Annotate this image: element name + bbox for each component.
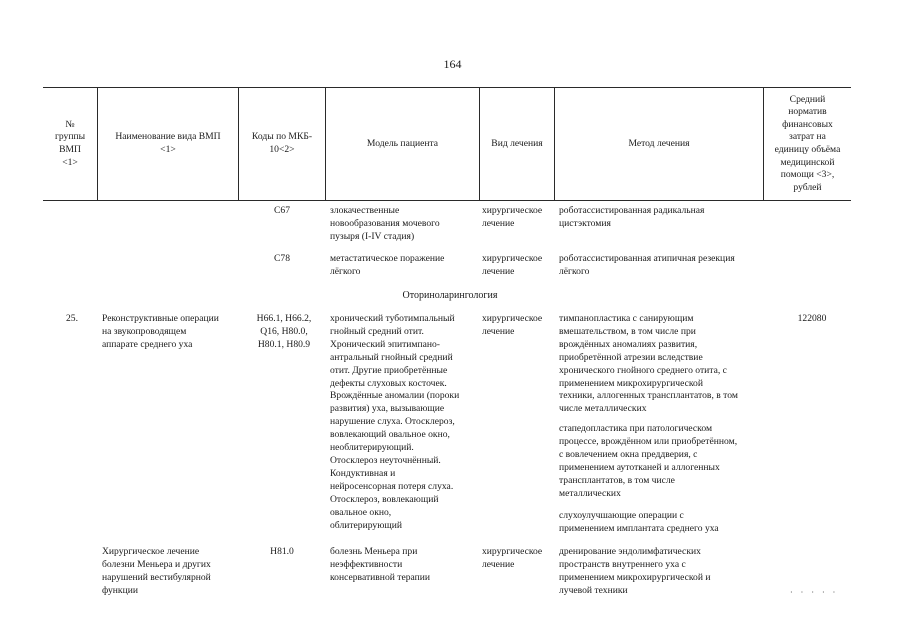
row-h81-vmp-name: Хирургическое лечение болезни Меньера и других нарушений вестибулярной функции: [102, 546, 211, 596]
header-treatment-type: Вид лечения: [491, 137, 543, 149]
header-average-cost: Средний норматив финансовых затрат на единицу объёма медицинской помощи <3>, рублей: [774, 93, 841, 193]
row-c67-method: роботассистированная радикальная цистэктомия: [559, 205, 705, 229]
row-c67-treatment-type: хирургическое лечение: [482, 205, 543, 229]
row-c78-treatment-type: хирургическое лечение: [482, 253, 543, 277]
header-group-number: № группы ВМП <1>: [54, 118, 86, 168]
header-treatment-method: Метод лечения: [628, 137, 690, 149]
row-c67-code: C67: [274, 205, 290, 216]
row-25-method-hearing-improving: слухоулучшающие операции с применением имплантата среднего уха: [559, 510, 719, 534]
row-c67-model: злокачественные новообразования мочевого пузыря (I-IV стадия): [330, 205, 440, 242]
header-icd-codes: Коды по МКБ- 10<2>: [251, 131, 313, 155]
row-c78-code: C78: [274, 253, 290, 264]
row-25-average-cost: 122080: [797, 313, 827, 324]
header-patient-model: Модель пациента: [366, 137, 439, 149]
row-25-icd-codes: H66.1, H66.2, Q16, H80.0, H80.1, H80.9: [256, 313, 312, 350]
row-h81-treatment-type: хирургическое лечение: [482, 546, 543, 570]
section-title: Оториноларингология: [402, 290, 498, 301]
row-25-group-number: 25.: [66, 313, 78, 324]
page-number: 164: [443, 57, 462, 71]
row-25-vmp-name: Реконструктивные операции на звукопроводящем аппарате среднего уха: [102, 313, 219, 350]
row-25-method-stapedoplasty: стапедопластика при патологическом процессе, врождённом или приобретённом, с вовлечением окна преддверия, с применением аутотканей и аллогенных трансплантатов, в том числе металлических: [559, 423, 738, 499]
scan-artifact: · · · · ·: [790, 588, 839, 597]
row-c78-method: роботассистированная атипичная резекция лёгкого: [559, 253, 735, 277]
row-h81-patient-model: болезнь Меньера при неэффективности консервативной терапии: [330, 546, 431, 583]
row-25-treatment-type: хирургическое лечение: [482, 313, 543, 337]
row-25-patient-model: хронический туботимпальный гнойный средний отит. Хронический эпитимпано- антральный гнойный средний отит. Другие приобретённые дефекты слуховых косточек. Врождённые аномалии (пороки развития) уха, вызывающие нарушение слуха. Отосклероз, вовлекающий овальное окно, необлитерирующий. Отосклероз неуточнённый. Кондуктивная и нейросенсорная потеря слуха. Отосклероз, вовлекающий овальное окно, облитерирующий: [330, 313, 460, 531]
header-bottom-rule: [43, 200, 851, 201]
row-25-method-tympanoplasty: тимпанопластика с санирующим вмешательством, в том числе при врождённых аномалиях развития, приобретённой атрезии вследствие хронического гнойного среднего отита, с применением микрохирургической техники, аллогенных трансплантатов, в том числе металлических: [559, 313, 738, 415]
row-c78-model: метастатическое поражение лёгкого: [330, 253, 445, 277]
row-h81-method: дренирование эндолимфатических пространств внутреннего уха с применением микрохирургической и лучевой техники: [559, 546, 711, 596]
row-h81-icd-code: H81.0: [270, 546, 294, 557]
header-vmp-name: Наименование вида ВМП <1>: [115, 131, 221, 155]
